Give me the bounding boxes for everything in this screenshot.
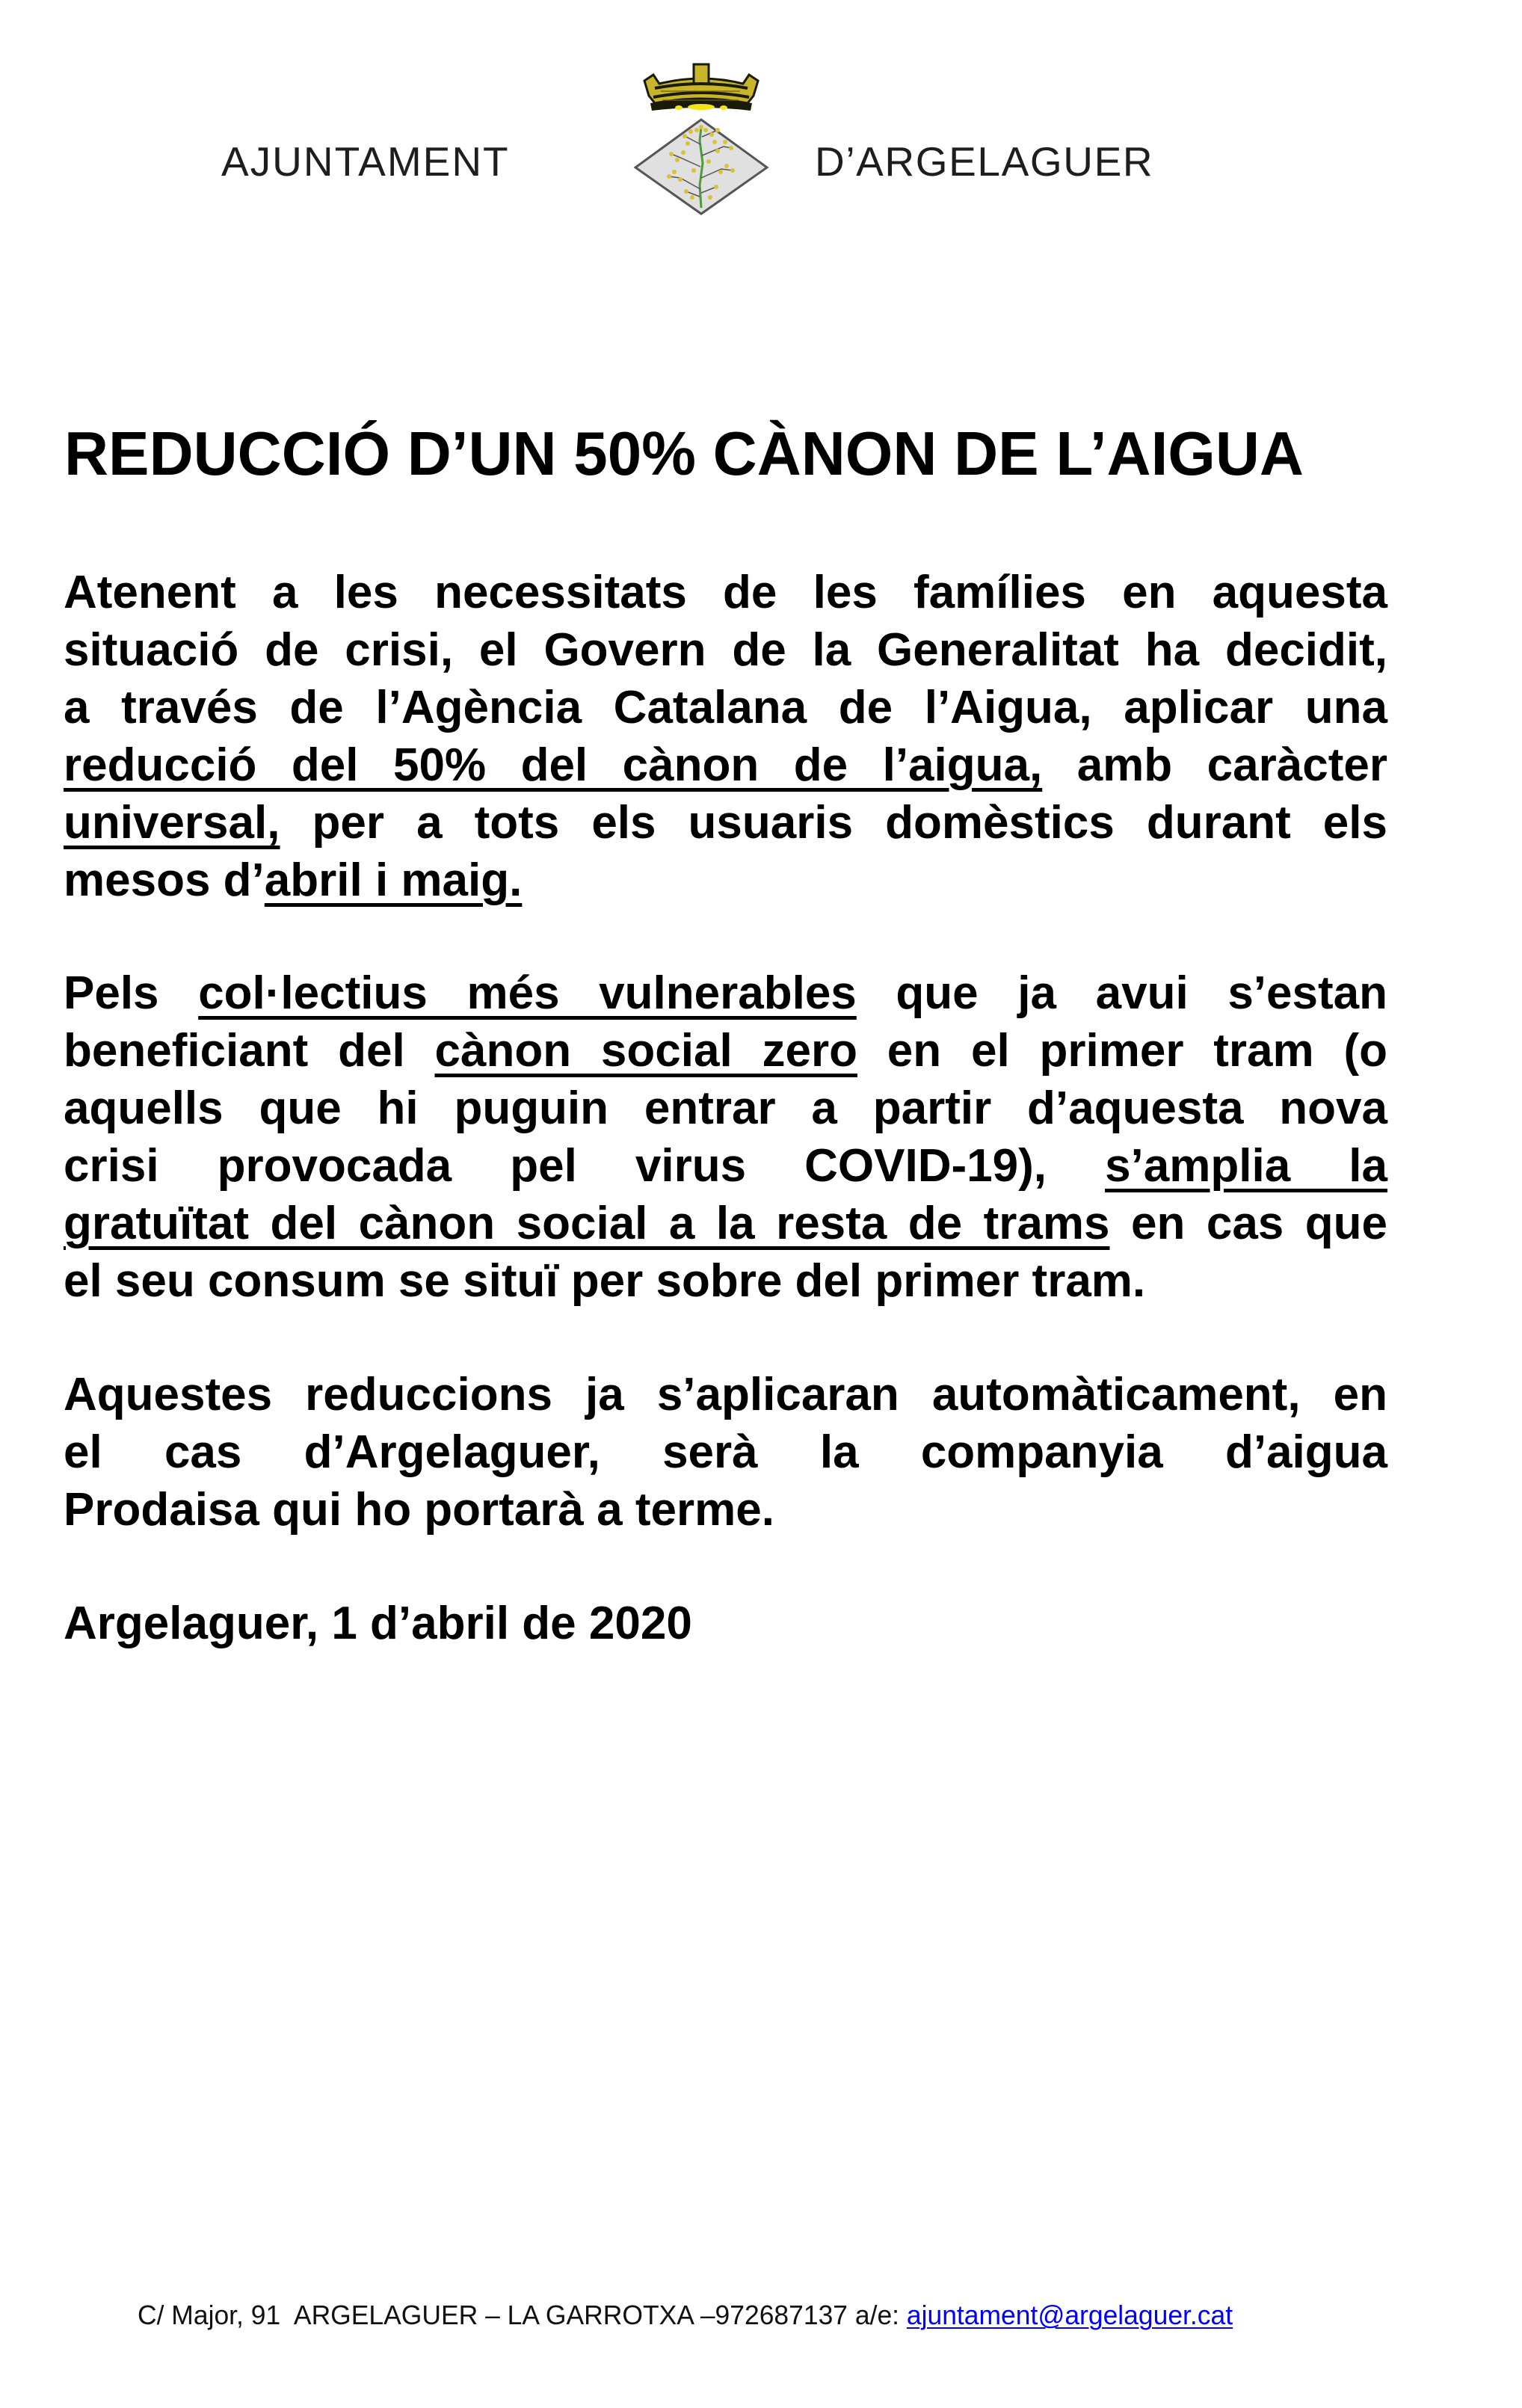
underlined-text: abril i maig. xyxy=(264,854,523,906)
text-line xyxy=(64,736,1387,794)
underlined-text: col·lectius més vulnerables xyxy=(198,967,857,1019)
text-segment: crisi provocada pel virus COVID-19), xyxy=(64,1140,1106,1192)
text-line xyxy=(64,679,1387,736)
mural-crown-icon xyxy=(644,64,758,111)
footer-email-link[interactable]: ajuntament@argelaguer.cat xyxy=(906,2300,1233,2330)
date-line xyxy=(64,1595,1387,1652)
text-line xyxy=(64,1195,1387,1252)
underlined-text: s’amplia la xyxy=(1105,1140,1387,1192)
paragraph-reduction xyxy=(64,564,1387,909)
footer-contact xyxy=(138,2300,1233,2331)
text-segment: Prodaisa qui ho portarà a terme. xyxy=(64,1484,774,1536)
paragraph-automatic-application xyxy=(64,1366,1387,1539)
text-segment: mesos d’ xyxy=(64,854,265,906)
paragraph-vulnerable-groups xyxy=(64,964,1387,1310)
text-segment: en el primer tram (o xyxy=(857,1025,1387,1077)
text-segment: a través de l’Agència Catalana de l’Aigua, aplicar una xyxy=(64,682,1387,733)
text-line xyxy=(64,1481,1387,1539)
text-segment: Atenent a les necessitats de les famílies en aquesta xyxy=(64,567,1387,618)
text-segment: situació de crisi, el Govern de la Generalitat ha decidit, xyxy=(64,624,1387,676)
text-segment: el seu consum se situï per sobre del primer tram. xyxy=(64,1255,1146,1307)
text-segment: aquells que hi puguin entrar a partir d’aquesta nova xyxy=(64,1083,1387,1134)
text-line xyxy=(64,1423,1387,1481)
document-title: REDUCCIÓ D’UN 50% CÀNON DE L’AIGUA xyxy=(64,419,1304,488)
text-line xyxy=(64,564,1387,621)
text-line xyxy=(64,794,1387,852)
text-line xyxy=(64,1366,1387,1423)
text-segment: amb caràcter xyxy=(1042,739,1387,791)
footer-address: C/ Major, 91 ARGELAGUER – LA GARROTXA –972687137 a/e: xyxy=(138,2300,907,2330)
text-line xyxy=(64,621,1387,679)
text-line xyxy=(64,1137,1387,1195)
text-segment: per a tots els usuaris domèstics durant els xyxy=(280,797,1387,849)
letterhead-ajuntament: AJUNTAMENT xyxy=(221,138,510,185)
text-segment: en cas que xyxy=(1109,1198,1388,1249)
text-segment: que ja avui s’estan xyxy=(856,967,1387,1019)
text-segment: Aquestes reduccions ja s’aplicaran automàticament, en xyxy=(64,1369,1387,1420)
text-segment: Argelaguer, 1 d’abril de 2020 xyxy=(64,1598,692,1649)
text-segment: Pels xyxy=(64,967,199,1019)
text-line xyxy=(64,964,1387,1022)
text-line xyxy=(64,1022,1387,1080)
letterhead-argelaguer: D’ARGELAGUER xyxy=(815,138,1154,185)
text-line xyxy=(64,852,1387,909)
text-segment: el cas d’Argelaguer, serà la companyia d’aigua xyxy=(64,1426,1387,1478)
coat-of-arms-icon xyxy=(628,58,774,215)
underlined-text: gratuïtat del cànon social a la resta de trams xyxy=(64,1198,1110,1249)
underlined-text: universal, xyxy=(64,797,280,849)
underlined-text: reducció del 50% del cànon de l’aigua, xyxy=(64,739,1043,791)
text-segment: beneficiant del xyxy=(64,1025,435,1077)
text-line xyxy=(64,1080,1387,1137)
text-line xyxy=(64,1595,1387,1652)
lozenge-shield-icon xyxy=(635,120,767,214)
underlined-text: cànon social zero xyxy=(434,1025,857,1077)
text-line xyxy=(64,1252,1387,1310)
